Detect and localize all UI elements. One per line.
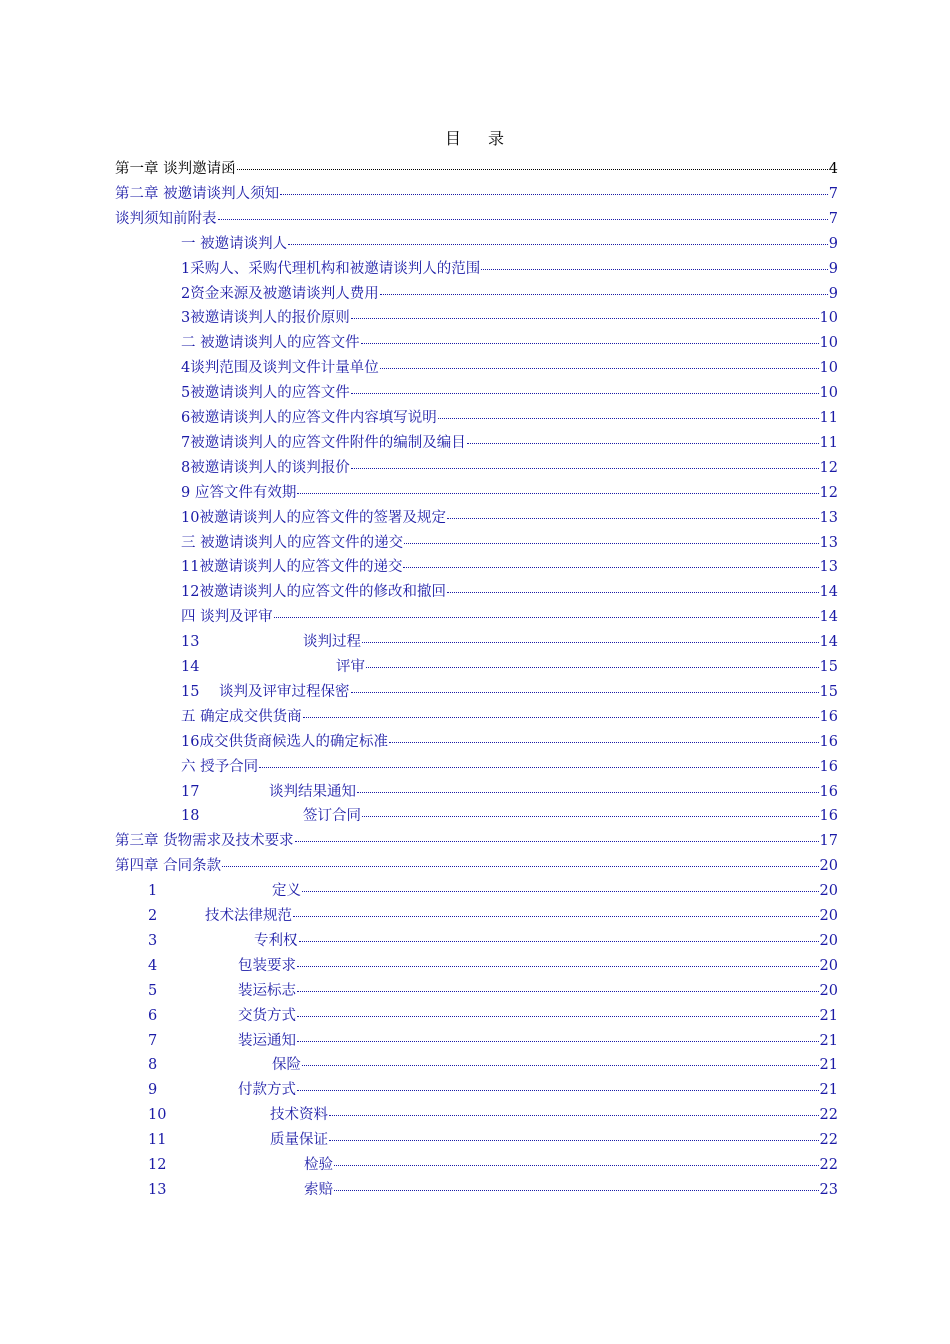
toc-entry[interactable] (148, 1154, 838, 1176)
toc-entry-text: 7被邀请谈判人的应答文件附件的编制及编目 (181, 434, 466, 451)
toc-entry-label (181, 606, 273, 628)
toc-entry-label (181, 731, 388, 753)
toc-entry-text: 6被邀请谈判人的应答文件内容填写说明 (181, 410, 437, 426)
dot-leader (237, 158, 828, 170)
dot-leader (218, 208, 828, 220)
dot-leader (403, 556, 818, 568)
toc-entry[interactable] (181, 556, 838, 578)
toc-entry[interactable] (181, 681, 838, 703)
toc-entry-page: 22 (819, 1132, 838, 1149)
dot-leader (288, 233, 828, 245)
toc-entry[interactable] (181, 706, 838, 728)
toc-entry-text: 3被邀请谈判人的报价原则 (181, 310, 350, 327)
toc-entry-page: 12 (819, 484, 838, 501)
toc-entry-page: 20 (819, 932, 838, 949)
dot-leader (302, 880, 819, 892)
toc-entry-text: 第四章 合同条款 (115, 858, 222, 875)
dot-leader (389, 731, 819, 743)
toc-entry[interactable] (148, 1079, 838, 1101)
toc-entry-page: 21 (819, 1007, 838, 1024)
toc-entry-number: 18 (181, 808, 200, 825)
toc-entry-page: 10 (819, 310, 838, 327)
toc-entry-page: 16 (819, 733, 838, 750)
toc-entry-number: 12 (148, 1157, 167, 1173)
dot-leader (329, 1104, 819, 1116)
toc-entry-page: 9 (828, 285, 838, 302)
toc-entry[interactable] (148, 1005, 838, 1027)
dot-leader (334, 1154, 819, 1166)
toc-entry-text: 四 谈判及评审 (181, 609, 273, 626)
dot-leader (222, 855, 818, 867)
toc-entry[interactable] (181, 432, 838, 454)
toc-entry[interactable] (181, 805, 838, 827)
toc-entry[interactable] (148, 1054, 838, 1076)
toc-entry-text: 装运通知 (238, 1032, 296, 1049)
toc-entry[interactable] (148, 955, 838, 977)
toc-entry-label (181, 233, 287, 255)
toc-entry-page: 16 (819, 758, 838, 775)
toc-entry[interactable] (148, 980, 838, 1002)
dot-leader (404, 532, 818, 544)
toc-entry-page: 20 (819, 858, 838, 875)
toc-entry[interactable] (181, 457, 838, 479)
dot-leader (299, 930, 819, 942)
toc-entry[interactable] (148, 1129, 838, 1151)
dot-leader (302, 1054, 819, 1066)
dot-leader (297, 482, 818, 494)
toc-entry-text: 4谈判范围及谈判文件计量单位 (181, 360, 379, 377)
toc-entry-label (148, 955, 296, 977)
toc-entry-text: 第三章 货物需求及技术要求 (115, 833, 294, 850)
toc-entry-label (181, 706, 302, 728)
toc-entry-text: 五 确定成交供货商 (181, 708, 302, 725)
toc-entry-text: 检验 (304, 1157, 333, 1173)
toc-entry[interactable] (115, 208, 838, 230)
toc-entry-number: 9 (148, 1082, 158, 1099)
toc-entry[interactable] (181, 332, 838, 354)
dot-leader (351, 681, 819, 693)
toc-entry-text: 签订合同 (303, 808, 361, 825)
toc-entry[interactable] (181, 631, 838, 653)
toc-entry-label (148, 1129, 328, 1151)
toc-entry-text: 交货方式 (238, 1007, 296, 1024)
dot-leader (280, 183, 828, 195)
toc-entry[interactable] (181, 283, 838, 305)
dot-leader (362, 631, 819, 643)
toc-entry-label (115, 158, 236, 180)
dot-leader (351, 382, 819, 394)
toc-entry-label (148, 1104, 328, 1126)
toc-entry-page: 16 (819, 708, 838, 725)
toc-entry-label (148, 930, 298, 952)
toc-entry[interactable] (181, 307, 838, 329)
toc-entry[interactable] (148, 1104, 838, 1126)
toc-entry-number: 8 (148, 1057, 158, 1074)
toc-entry-text: 11被邀请谈判人的应答文件的递交 (181, 559, 403, 576)
toc-entry[interactable] (181, 781, 838, 803)
toc-entry-label (181, 556, 402, 578)
toc-entry-page: 20 (819, 883, 838, 900)
toc-entry-page: 22 (819, 1157, 838, 1173)
toc-entry-page: 7 (828, 210, 838, 227)
toc-entry-text: 索赔 (304, 1181, 333, 1198)
dot-leader (361, 332, 819, 344)
toc-entry[interactable] (181, 482, 838, 504)
toc-entry-page: 9 (828, 260, 838, 277)
toc-entry-page: 10 (819, 335, 838, 352)
toc-entry-page: 14 (819, 634, 838, 651)
toc-entry[interactable] (181, 382, 838, 404)
toc-entry-page: 11 (819, 410, 838, 426)
toc-entry-number: 13 (148, 1181, 167, 1198)
toc-entry-text: 二 被邀请谈判人的应答文件 (181, 335, 360, 352)
toc-entry-page: 16 (819, 808, 838, 825)
toc-entry-number: 15 (181, 683, 200, 700)
toc-entry-label (181, 631, 361, 653)
toc-entry-label (181, 332, 360, 354)
dot-leader (297, 1079, 819, 1091)
toc-entry-number: 13 (181, 634, 200, 651)
dot-leader (274, 606, 819, 618)
toc-entry-text: 保险 (272, 1057, 301, 1074)
toc-entry-text: 2资金来源及被邀请谈判人费用 (181, 285, 379, 302)
toc-entry[interactable] (115, 158, 838, 180)
toc-entry[interactable] (115, 830, 838, 852)
toc-entry-text: 8被邀请谈判人的谈判报价 (181, 459, 350, 476)
toc-entry[interactable] (148, 1030, 838, 1052)
toc-entry-label (148, 1079, 296, 1101)
toc-entry[interactable] (181, 407, 838, 429)
toc-entry-label (181, 357, 379, 379)
toc-entry-label (181, 507, 446, 529)
toc-entry[interactable] (181, 357, 838, 379)
toc-entry-number: 17 (181, 783, 200, 800)
toc-entry[interactable] (148, 1179, 838, 1201)
dot-leader (357, 781, 819, 793)
toc-entry-label (181, 283, 379, 305)
toc-entry[interactable] (181, 756, 838, 778)
dot-leader (447, 507, 819, 519)
toc-entry[interactable] (148, 930, 838, 952)
dot-leader (303, 706, 819, 718)
toc-entry-page: 15 (819, 683, 838, 700)
toc-entry-text: 1采购人、采购代理机构和被邀请谈判人的范围 (181, 260, 481, 277)
toc-entry-page: 14 (819, 609, 838, 626)
dot-leader (295, 830, 819, 842)
toc-entry-page: 10 (819, 385, 838, 402)
toc-entry-text: 谈判须知前附表 (115, 210, 217, 227)
toc-entry-page: 11 (819, 434, 838, 451)
toc-entry-text: 技术资料 (270, 1107, 328, 1124)
toc-entry-label (115, 183, 279, 205)
toc-entry-number: 4 (148, 957, 158, 974)
toc-entry-text: 包装要求 (238, 957, 296, 974)
toc-entry-label (148, 1179, 333, 1201)
toc-entry-number: 1 (148, 883, 158, 900)
toc-entry-text: 谈判过程 (303, 634, 361, 651)
toc-entry-text: 六 授予合同 (181, 758, 259, 775)
toc-entry-text: 技术法律规范 (205, 908, 292, 924)
toc-entry-number: 10 (148, 1107, 167, 1124)
toc-entry-text: 9 应答文件有效期 (181, 484, 297, 501)
dot-leader (351, 307, 819, 319)
toc-entry[interactable] (181, 656, 838, 678)
toc-entry-number: 5 (148, 982, 158, 999)
toc-entry[interactable] (148, 880, 838, 902)
toc-entry-page: 15 (819, 659, 838, 675)
dot-leader (447, 581, 819, 593)
toc-entry-text: 10被邀请谈判人的应答文件的签署及规定 (181, 509, 446, 526)
toc-entry[interactable] (181, 507, 838, 529)
dot-leader (467, 432, 819, 444)
toc-entry-page: 21 (819, 1082, 838, 1099)
dot-leader (297, 980, 819, 992)
toc-title-right: 录 (488, 129, 506, 148)
toc-entry-page: 13 (819, 559, 838, 576)
toc-entry-label (181, 532, 403, 554)
toc-entry-number: 2 (148, 908, 158, 924)
toc-entry-page: 22 (819, 1107, 838, 1124)
dot-leader (380, 283, 828, 295)
toc-entry-number: 3 (148, 932, 158, 949)
toc-entry-page: 14 (819, 584, 838, 601)
toc-entry-label (181, 781, 356, 803)
toc-entry-page: 23 (819, 1181, 838, 1198)
toc-entry-label (181, 258, 480, 280)
toc-entry[interactable] (181, 258, 838, 280)
toc-entry-label (181, 581, 446, 603)
toc-entry-label (115, 830, 294, 852)
toc-entry-label (181, 482, 296, 504)
toc-entry-page: 21 (819, 1032, 838, 1049)
toc-entry-number: 7 (148, 1032, 158, 1049)
dot-leader (481, 258, 828, 270)
dot-leader (334, 1179, 819, 1191)
toc-entry-text: 三 被邀请谈判人的应答文件的递交 (181, 534, 404, 551)
toc-entry-label (181, 432, 466, 454)
toc-entry-text: 装运标志 (238, 982, 296, 999)
toc-entry-text: 谈判结果通知 (269, 783, 356, 800)
toc-entry[interactable] (181, 581, 838, 603)
toc-entry-text: 一 被邀请谈判人 (181, 235, 288, 252)
toc-entry-label (181, 681, 350, 703)
dot-leader (297, 1005, 819, 1017)
toc-entry-text: 16成交供货商候选人的确定标准 (181, 733, 388, 750)
dot-leader (297, 955, 819, 967)
toc-entry-page: 13 (819, 534, 838, 551)
toc-entry-text: 第二章 被邀请谈判人须知 (115, 185, 280, 202)
toc-entry[interactable] (181, 606, 838, 628)
toc-entry-text: 专利权 (254, 932, 298, 949)
toc-entry[interactable] (181, 233, 838, 255)
toc-entry-text: 第一章 谈判邀请函 (115, 161, 236, 177)
toc-entry-text: 5被邀请谈判人的应答文件 (181, 385, 350, 402)
toc-entry-page: 13 (819, 509, 838, 526)
toc-entry[interactable] (181, 532, 838, 554)
dot-leader (293, 905, 819, 917)
toc-entry-label (181, 457, 350, 479)
toc-entry-number: 14 (181, 659, 200, 675)
dot-leader (380, 357, 819, 369)
dot-leader (438, 407, 819, 419)
toc-entry-number: 6 (148, 1007, 158, 1024)
toc-entry-label (148, 1154, 333, 1176)
toc-entry-label (148, 905, 292, 927)
toc-entry-label (181, 656, 365, 678)
toc-entry-text: 定义 (272, 883, 301, 900)
toc-entry-page: 20 (819, 982, 838, 999)
dot-leader (351, 457, 819, 469)
toc-entry-label (181, 307, 350, 329)
toc-entry-page: 20 (819, 957, 838, 974)
toc-entry-label (148, 1054, 301, 1076)
toc-entry-page: 12 (819, 459, 838, 476)
toc-entry-text: 12被邀请谈判人的应答文件的修改和撤回 (181, 584, 446, 601)
toc-entry[interactable] (115, 855, 838, 877)
toc-entry-label (181, 407, 437, 429)
toc-entry-label (115, 855, 221, 877)
toc-entry-number: 11 (148, 1132, 167, 1149)
toc-entry-page: 7 (828, 185, 838, 202)
dot-leader (329, 1129, 819, 1141)
toc-entry[interactable] (115, 183, 838, 205)
toc-entry-page: 20 (819, 908, 838, 924)
toc-entry-text: 谈判及评审过程保密 (219, 683, 350, 700)
toc-title-left: 目 (444, 129, 462, 148)
toc-entry-text: 质量保证 (270, 1132, 328, 1149)
toc-entry-label (115, 208, 217, 230)
dot-leader (259, 756, 818, 768)
toc-entry-label (148, 880, 301, 902)
toc-entry-label (181, 382, 350, 404)
toc-entry-text: 评审 (336, 659, 365, 675)
toc-entry-page: 10 (819, 360, 838, 377)
toc-title (0, 126, 950, 149)
toc-entry-label (148, 1005, 296, 1027)
dot-leader (297, 1030, 819, 1042)
toc-entry[interactable] (148, 905, 838, 927)
toc-entry-label (181, 805, 361, 827)
toc-entry-page: 9 (828, 235, 838, 252)
toc-entry-label (148, 1030, 296, 1052)
toc-entry-label (148, 980, 296, 1002)
dot-leader (366, 656, 819, 668)
toc-entry-page: 16 (819, 783, 838, 800)
toc-entry-label (181, 756, 258, 778)
dot-leader (362, 805, 819, 817)
toc-entry-text: 付款方式 (238, 1082, 296, 1099)
toc-entry-page: 21 (819, 1057, 838, 1074)
toc-entry[interactable] (181, 731, 838, 753)
toc-entry-page: 17 (819, 833, 838, 850)
toc-entry-page: 4 (828, 161, 838, 177)
